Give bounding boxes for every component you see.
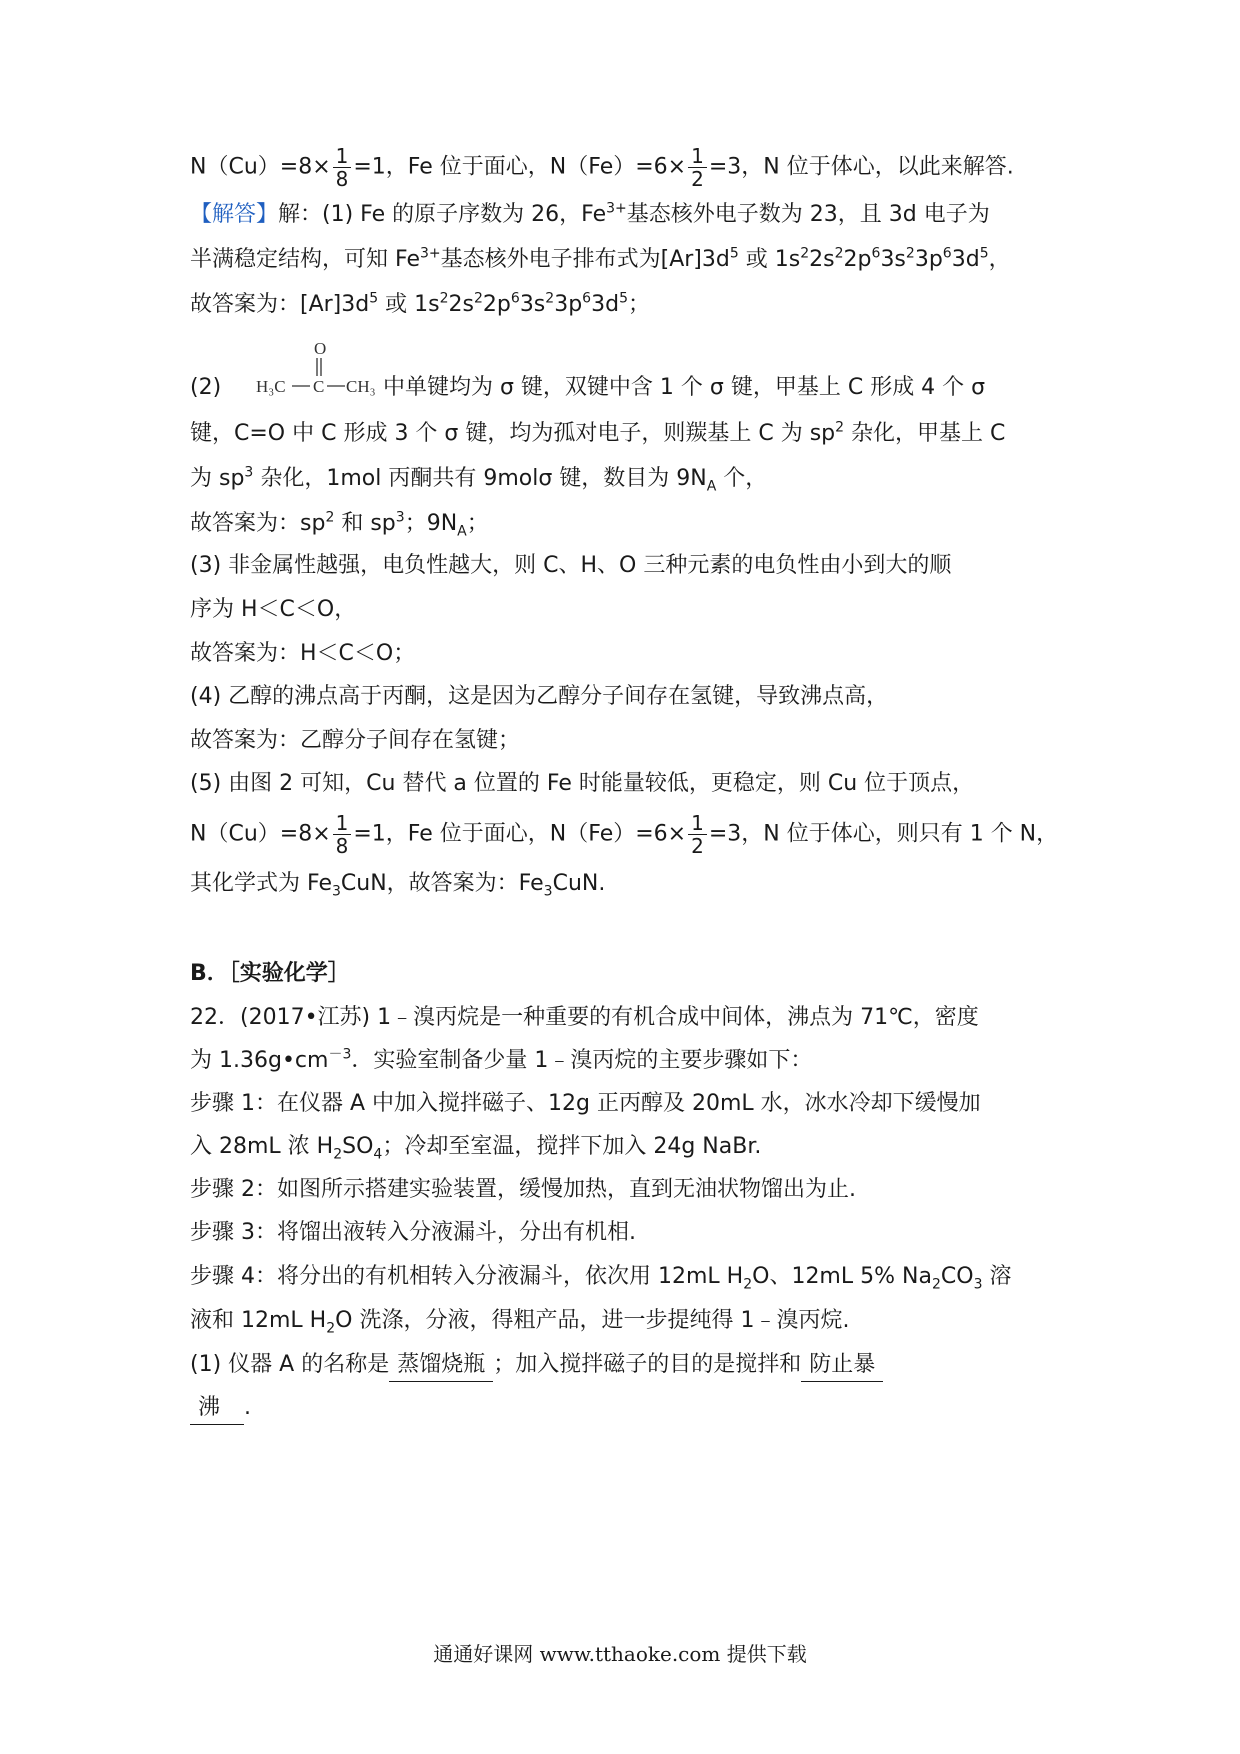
text-line: 序为 H＜C＜O， (190, 597, 357, 622)
text: =1，Fe 位于面心，N（Fe）=6× (353, 154, 687, 180)
step-1: 步骤 1：在仪器 A 中加入搅拌磁子、12g 正丙醇及 20mL 水，冰水冷却下缓慢加 (190, 1091, 981, 1116)
text-line: 键，C=O 中 C 形成 3 个 σ 键，均为孤对电子，则羰基上 C 为 $sp^2$ 杂化，甲基上 C (190, 419, 1006, 446)
text-line: 故答案为：$[Ar]3d^5$ 或 $1s^22s^22p^63s^23p^63d^5$； (190, 290, 650, 317)
text-line: N（Cu）=8× $\frac{1}{8}$ =1，Fe 位于面心，N（Fe）=6× $\frac{1}{2}$ =3，N 位于体心，则只有 1 个 N， (190, 811, 1059, 858)
section-heading: B．［实验化学］ (190, 961, 350, 986)
text: =3，N 位于体心，以此来解答. (708, 154, 1014, 180)
text-line: (3) 非金属性越强，电负性越大，则 C、H、O 三种元素的电负性由小到大的顺 (190, 553, 952, 578)
step-4: 步骤 4：将分出的有机相转入分液漏斗，依次用 12mL $H_2O$、12mL 5% $Na_2CO_3$ 溶 (190, 1264, 1012, 1293)
text-line (190, 145, 1070, 190)
text-line: 故答案为：$sp^2$ 和 $sp^3$；$9N_A$； (190, 509, 489, 540)
text: N（Cu）=8× (190, 154, 331, 180)
question-text: 22．(2017•江苏) 1﹣溴丙烷是一种重要的有机合成中间体，沸点为 71℃，密度 (190, 1005, 979, 1030)
text-line: (2) O H₃C C CH₃ 中单键均为 σ 键，双键中含 1 个 σ 键，甲基上 C 形成 4 个 σ (190, 339, 986, 400)
text-line: 沸 . (190, 1392, 1070, 1425)
answer-tag: 【解答】 (190, 202, 279, 227)
text-line: 为 $1.36g•cm^{-3}$．实验室制备少量 1﹣溴丙烷的主要步骤如下： (190, 1046, 813, 1073)
fraction: $\frac{1}{2}$ (688, 812, 707, 857)
text-line: 半满稳定结构，可知 $Fe^{3+}$基态核外电子排布式为$[Ar]3d^5$ 或 $1s^22s^22p^63s^23p^63d^5$， (190, 245, 1011, 272)
question-1: (1) 仪器 A 的名称是 蒸馏烧瓶 ；加入搅拌磁子的目的是搅拌和 防止暴 (190, 1349, 1070, 1382)
methyl-left: H₃C (256, 377, 286, 396)
text-line: 【解答】解：(1) Fe 的原子序数为 26，$Fe^{3+}$基态核外电子数为 23，且 3d 电子为 (190, 200, 990, 227)
page-footer: 通通好课网 www.tthaoke.com 提供下载 (433, 1642, 807, 1666)
text-line: 其化学式为 $Fe_3CuN$，故答案为：$Fe_3CuN$. (190, 871, 606, 900)
fraction: $\frac{1}{2}$ (688, 145, 707, 190)
step-3: 步骤 3：将馏出液转入分液漏斗，分出有机相. (190, 1220, 636, 1245)
oxygen-atom: O (314, 339, 327, 358)
text-line: 液和 12mL $H_2O$ 洗涤，分液，得粗产品，进一步提纯得 1﹣溴丙烷. (190, 1308, 850, 1337)
acetone-structure-diagram (254, 338, 384, 402)
answer-blank: 蒸馏烧瓶 (389, 1349, 493, 1382)
text-line: 故答案为：乙醇分子间存在氢键； (190, 728, 521, 753)
text-line: 入 28mL 浓 $H_2SO_4$；冷却至室温，搅拌下加入 24g NaBr. (190, 1134, 762, 1163)
text-line: 故答案为：H＜C＜O； (190, 641, 416, 666)
fraction: $\frac{1}{8}$ (333, 812, 352, 857)
text-line: 为 $sp^3$ 杂化，1mol 丙酮共有 9molσ 键，数目为 $9N_A$ 个， (190, 464, 768, 495)
methyl-right: CH₃ (346, 377, 376, 396)
text-line: (5) 由图 2 可知，Cu 替代 a 位置的 Fe 时能量较低，更稳定，则 Cu 位于顶点， (190, 771, 975, 796)
carbonyl-carbon: C (313, 377, 325, 396)
fraction: $\frac{1}{8}$ (333, 145, 352, 190)
answer-blank: 防止暴 (801, 1349, 883, 1382)
step-2: 步骤 2：如图所示搭建实验装置，缓慢加热，直到无油状物馏出为止. (190, 1177, 856, 1202)
answer-blank: 沸 (190, 1392, 244, 1425)
text-line: (4) 乙醇的沸点高于丙酮，这是因为乙醇分子间存在氢键，导致沸点高， (190, 684, 889, 709)
